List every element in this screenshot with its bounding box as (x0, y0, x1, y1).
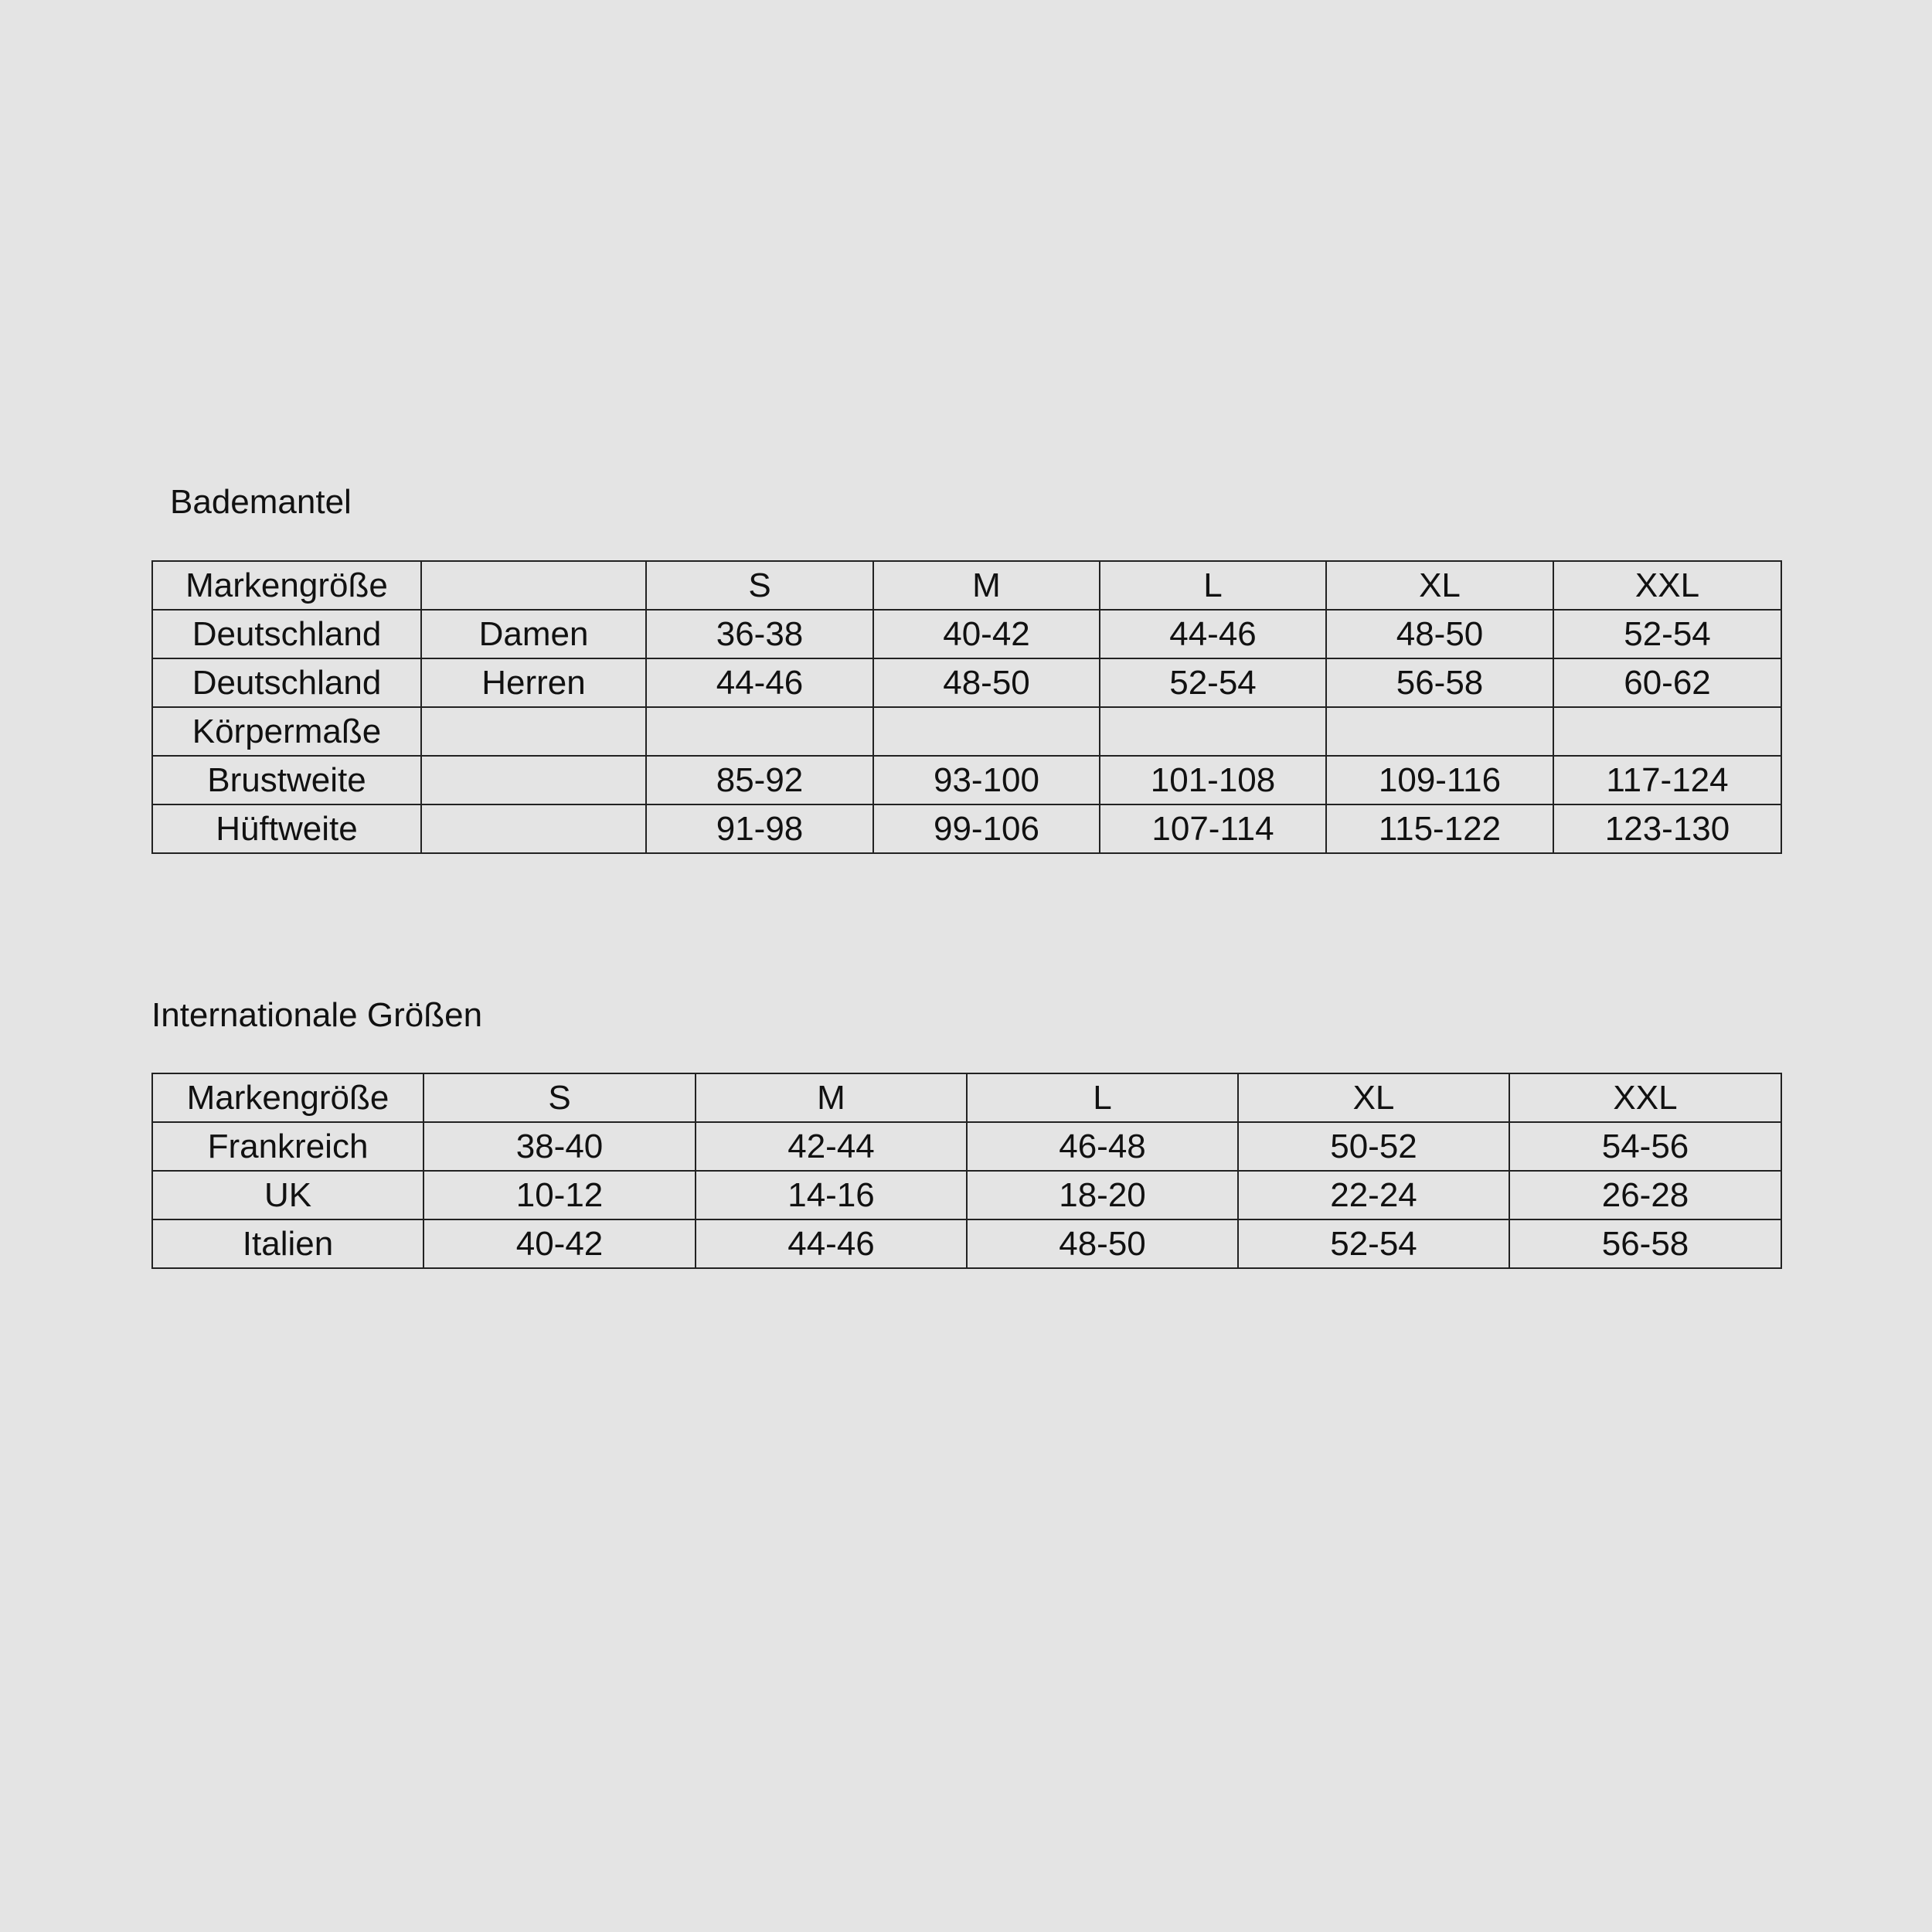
table-cell: 123-130 (1553, 804, 1781, 853)
table-cell: 36-38 (646, 610, 873, 658)
table-cell: 91-98 (646, 804, 873, 853)
table-cell: S (646, 561, 873, 610)
table-cell: L (967, 1073, 1238, 1122)
table-cell: 60-62 (1553, 658, 1781, 707)
table-cell: 18-20 (967, 1171, 1238, 1219)
table-cell: XL (1238, 1073, 1509, 1122)
table-cell (421, 756, 646, 804)
table-cell (421, 561, 646, 610)
international-size-table (151, 1073, 1782, 1269)
header-row (152, 561, 1781, 610)
table-cell (646, 707, 873, 756)
international-sizes-title: Internationale Größen (151, 996, 483, 1034)
table-cell: XL (1326, 561, 1553, 610)
bademantel-title: Bademantel (170, 483, 352, 521)
table-cell: 42-44 (696, 1122, 967, 1171)
row-label-cell: Hüftweite (152, 804, 421, 853)
table-cell: Damen (421, 610, 646, 658)
table-cell: 109-116 (1326, 756, 1553, 804)
table-cell: 44-46 (696, 1219, 967, 1268)
table-cell: 52-54 (1100, 658, 1326, 707)
table-cell: 115-122 (1326, 804, 1553, 853)
table-cell (421, 804, 646, 853)
row-label-cell: Markengröße (152, 561, 421, 610)
table-cell: 107-114 (1100, 804, 1326, 853)
table-cell: XXL (1553, 561, 1781, 610)
header-row (152, 1073, 1781, 1122)
table-cell: L (1100, 561, 1326, 610)
table-row (152, 1219, 1781, 1268)
table-cell: 44-46 (1100, 610, 1326, 658)
table-cell: M (696, 1073, 967, 1122)
table-cell: 40-42 (873, 610, 1100, 658)
table-row (152, 610, 1781, 658)
table-cell: 48-50 (873, 658, 1100, 707)
table-cell (1100, 707, 1326, 756)
bademantel-size-table (151, 560, 1782, 854)
row-label-cell: Brustweite (152, 756, 421, 804)
table-cell: Herren (421, 658, 646, 707)
row-label-cell: Körpermaße (152, 707, 421, 756)
table-cell: 52-54 (1553, 610, 1781, 658)
row-label-cell: Frankreich (152, 1122, 423, 1171)
table-cell: 85-92 (646, 756, 873, 804)
table-cell (1326, 707, 1553, 756)
table-cell: 101-108 (1100, 756, 1326, 804)
row-label-cell: UK (152, 1171, 423, 1219)
table-cell (421, 707, 646, 756)
table-row (152, 658, 1781, 707)
table-cell: S (423, 1073, 696, 1122)
table-cell: 50-52 (1238, 1122, 1509, 1171)
table-cell: 26-28 (1509, 1171, 1781, 1219)
table-cell: M (873, 561, 1100, 610)
table-cell: 46-48 (967, 1122, 1238, 1171)
table-cell: 56-58 (1326, 658, 1553, 707)
table-cell: 48-50 (1326, 610, 1553, 658)
table-cell: 40-42 (423, 1219, 696, 1268)
table-cell: 44-46 (646, 658, 873, 707)
row-label-cell: Italien (152, 1219, 423, 1268)
row-label-cell: Deutschland (152, 610, 421, 658)
table-cell (1553, 707, 1781, 756)
table-cell: 93-100 (873, 756, 1100, 804)
table-row (152, 1122, 1781, 1171)
table-row (152, 756, 1781, 804)
table-cell: 56-58 (1509, 1219, 1781, 1268)
table-cell: 10-12 (423, 1171, 696, 1219)
row-label-cell: Markengröße (152, 1073, 423, 1122)
table-cell: 117-124 (1553, 756, 1781, 804)
table-row (152, 1171, 1781, 1219)
table-cell (873, 707, 1100, 756)
table-cell: 38-40 (423, 1122, 696, 1171)
table-cell: 52-54 (1238, 1219, 1509, 1268)
table-cell: 14-16 (696, 1171, 967, 1219)
row-label-cell: Deutschland (152, 658, 421, 707)
table-cell: XXL (1509, 1073, 1781, 1122)
table-cell: 54-56 (1509, 1122, 1781, 1171)
table-cell: 48-50 (967, 1219, 1238, 1268)
table-cell: 22-24 (1238, 1171, 1509, 1219)
table-row (152, 707, 1781, 756)
table-cell: 99-106 (873, 804, 1100, 853)
table-row (152, 804, 1781, 853)
